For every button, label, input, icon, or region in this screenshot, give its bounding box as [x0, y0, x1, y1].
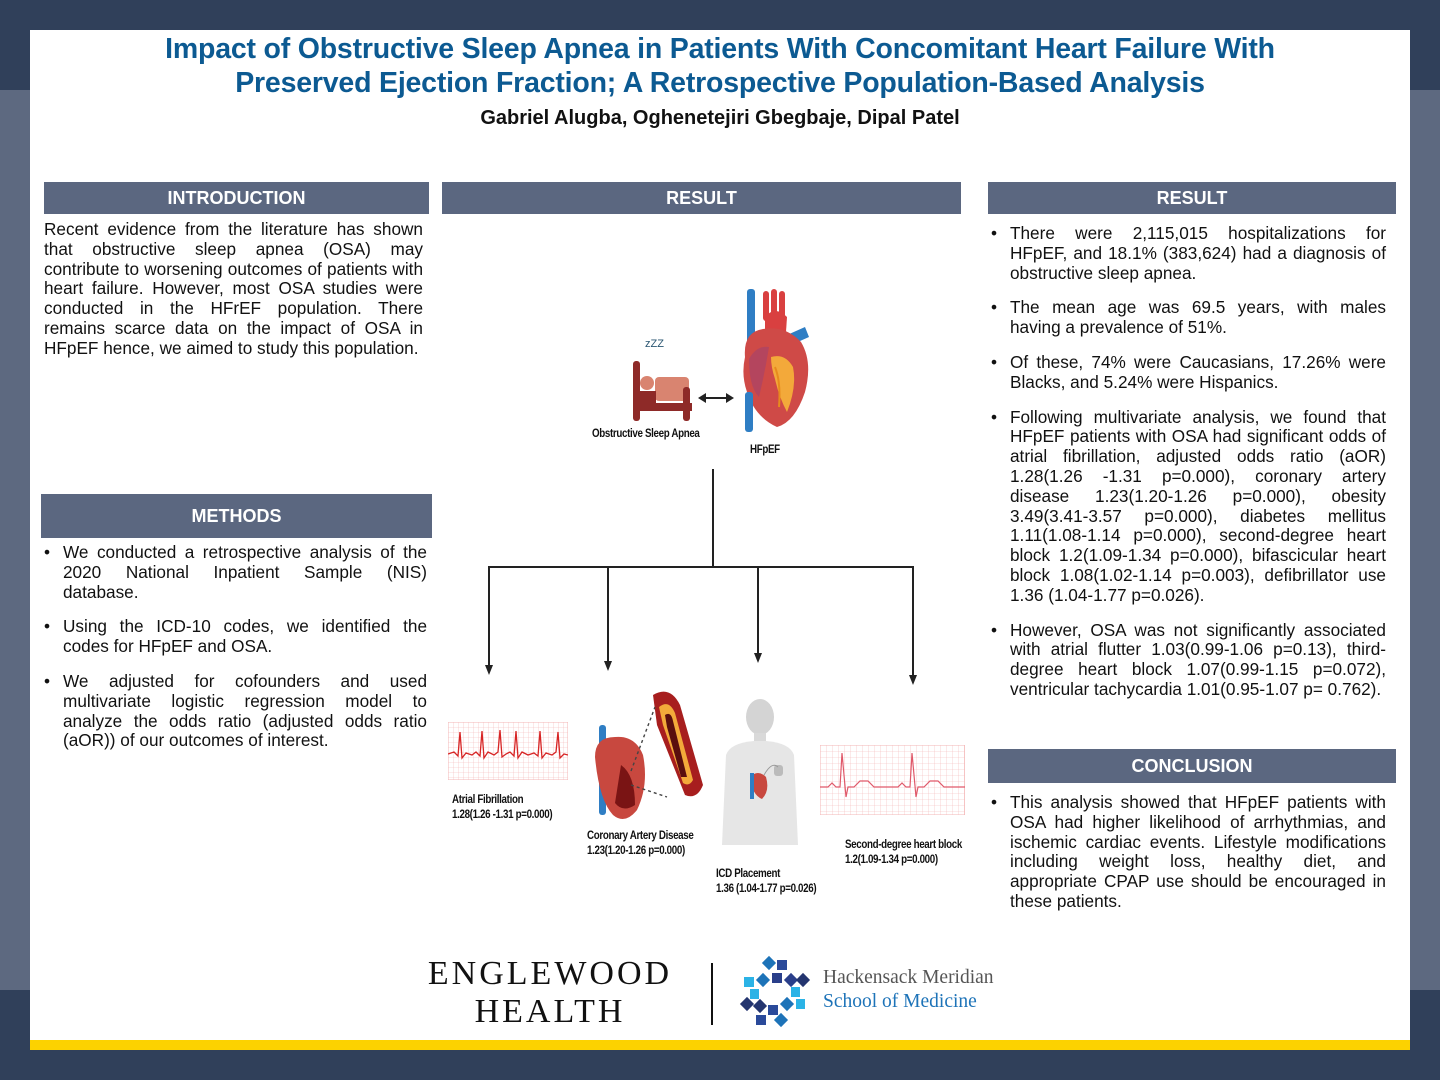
connector-af: [488, 567, 490, 667]
arrow-down-icon: [909, 675, 917, 685]
conclusion-heading: CONCLUSION: [988, 749, 1396, 783]
methods-heading: METHODS: [41, 494, 432, 538]
outcome-name: Second-degree heart block: [845, 839, 962, 851]
outcome-value: 1.23(1.20-1.26 p=0.000): [587, 845, 685, 857]
logo-line: Hackensack Meridian: [823, 967, 994, 988]
hackensack-meridian-logo-icon: [738, 955, 812, 1029]
conclusion-list: [988, 793, 1386, 927]
arrow-down-icon: [604, 661, 612, 671]
outcome-name: ICD Placement: [716, 868, 781, 880]
logo-line: School of Medicine: [823, 991, 977, 1012]
results-list: [988, 224, 1386, 715]
results-bullet: • There were 2,115,015 hospitalizations for HFpEF, and 18.1% (383,624) had a diagnosis of obstructive sleep apnea.: [988, 224, 1386, 283]
results-heading: RESULT: [988, 182, 1396, 214]
result-diagram: [440, 215, 970, 935]
outcome-atrial-fibrillation: [452, 793, 552, 823]
introduction-text: Recent evidence from the literature has shown that obstructive sleep apnea (OSA) may contribute to worsening outcomes of patients with heart failure. However, most OSA studies were conducted in the HFrEF population. There remains scarce data on the impact of OSA in HFpEF hence, we aimed to study this population.: [44, 219, 423, 358]
heart-icon: [735, 287, 815, 437]
heart-block-ecg-icon: [820, 745, 965, 815]
results-bullet: • Following multivariate analysis, we found that HFpEF patients with OSA had significant odds of atrial fibrillation, adjusted odds ratio (aOR) 1.28(1.26 -1.31 p=0.000), coronary artery disease 1.23(1.20-1.26 p=0.000), obesity 3.49(3.41-3.57 p=0.000), diabetes mellitus 1.11(1.08-1.14 p=0.000), second-degree heart block 1.2(1.09-1.34 p=0.000), bifascicular heart block 1.08(1.02-1.14 p=0.003), defibrillator use 1.36 (1.04-1.77 p=0.026).: [988, 408, 1386, 606]
arrow-down-icon: [754, 653, 762, 663]
gold-accent-bar: [30, 1040, 1410, 1050]
results-bullet: • Of these, 74% were Caucasians, 17.26% were Blacks, and 5.24% were Hispanics.: [988, 353, 1386, 393]
connector-trunk: [712, 469, 714, 567]
sleeping-bed-icon: [625, 325, 695, 425]
methods-bullet: • We adjusted for cofounders and used multivariate logistic regression model to analyze the odds ratio (adjusted odds ratio (aOR)) of our outcomes of interest.: [41, 672, 427, 751]
arrow-down-icon: [485, 665, 493, 675]
logo-line: ENGLEWOOD: [427, 955, 673, 992]
outcome-second-degree-heart-block: [845, 838, 962, 868]
methods-bullet: • Using the ICD-10 codes, we identified the codes for HFpEF and OSA.: [41, 617, 427, 657]
results-bullet: • However, OSA was not significantly associated with atrial flutter 1.03(0.99-1.06 p=0.13), third-degree heart block 1.07(0.99-1.15 p=0.072), ventricular tachycardia 1.01(0.95-1.07 p= 0.762).: [988, 621, 1386, 700]
englewood-health-logo: [415, 955, 685, 1031]
conclusion-bullet: • This analysis showed that HFpEF patients with OSA had higher likelihood of arrhythmias, and ischemic cardiac events. Lifestyle modifications including weight loss, healthy diet, and appropriate CPAP use should be encouraged in these patients.: [988, 793, 1386, 912]
outcome-value: 1.2(1.09-1.34 p=0.000): [845, 854, 938, 866]
outcome-coronary-artery-disease: [587, 829, 693, 859]
outcome-name: Coronary Artery Disease: [587, 830, 694, 842]
atrial-fibrillation-ecg-icon: [448, 722, 568, 780]
icd-placement-body-icon: [720, 695, 800, 855]
authors: Gabriel Alugba, Oghenetejiri Gbegbaje, Dipal Patel: [480, 107, 960, 129]
title-line-1: Impact of Obstructive Sleep Apnea in Patients With Concomitant Heart Failure With: [165, 33, 1275, 65]
logo-divider: [711, 963, 713, 1025]
title-line-2: Preserved Ejection Fraction; A Retrospective Population-Based Analysis: [235, 67, 1205, 99]
connector-cad: [607, 567, 609, 663]
methods-bullet: • We conducted a retrospective analysis of the 2020 National Inpatient Sample (NIS) database.: [41, 543, 427, 602]
osa-label: Obstructive Sleep Apnea: [592, 428, 700, 440]
poster-title: [30, 32, 1410, 100]
hfpef-label: HFpEF: [750, 444, 780, 456]
result-diagram-heading: RESULT: [442, 182, 961, 214]
methods-list: [41, 543, 427, 766]
outcome-value: 1.28(1.26 -1.31 p=0.000): [452, 809, 553, 821]
introduction-heading: INTRODUCTION: [44, 182, 429, 214]
connector-branch: [488, 566, 914, 568]
logo-line: HEALTH: [474, 993, 626, 1030]
outcome-name: Atrial Fibrillation: [452, 794, 524, 806]
bidirectional-arrow-icon: [698, 391, 734, 405]
outcome-value: 1.36 (1.04-1.77 p=0.026): [716, 883, 817, 895]
connector-heartblock: [912, 567, 914, 677]
outcome-icd-placement: [716, 867, 816, 897]
connector-icd: [757, 567, 759, 655]
coronary-artery-disease-icon: [585, 685, 705, 835]
hackensack-meridian-logo-text: [823, 966, 994, 1014]
results-bullet: • The mean age was 69.5 years, with males having a prevalence of 51%.: [988, 298, 1386, 338]
zzz-icon: zZZ: [645, 338, 664, 350]
